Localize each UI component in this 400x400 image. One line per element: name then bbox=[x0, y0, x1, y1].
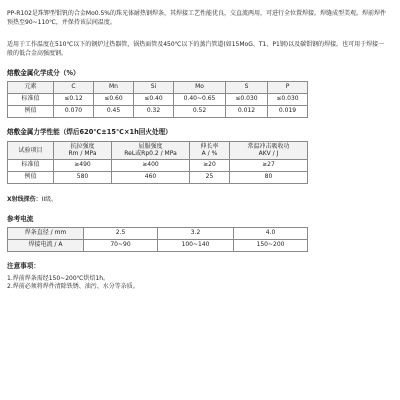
composition-table bbox=[7, 81, 308, 118]
table-cell: 0.019 bbox=[268, 106, 308, 118]
table-cell: 试验项目 bbox=[8, 141, 54, 159]
table-cell bbox=[112, 141, 190, 159]
table-row bbox=[8, 240, 308, 252]
elongation-unit: A / % bbox=[201, 150, 218, 158]
table-cell: ≥490 bbox=[54, 159, 112, 171]
table-cell: 例值 bbox=[8, 171, 54, 183]
document-page bbox=[7, 10, 393, 292]
table-cell: Mn bbox=[94, 82, 134, 94]
table-cell: ≥27 bbox=[230, 159, 308, 171]
xray-line bbox=[7, 196, 393, 205]
table-row bbox=[8, 159, 308, 171]
table-cell: 焊条直径 / mm bbox=[8, 228, 84, 240]
table-cell: 0.070 bbox=[54, 106, 94, 118]
table-row bbox=[8, 171, 308, 183]
table-row bbox=[8, 141, 308, 159]
yield-label: 屈服强度 bbox=[138, 142, 163, 150]
current-title: 参考电流 bbox=[7, 214, 34, 223]
notes-title: 注意事项： bbox=[7, 262, 40, 271]
table-cell bbox=[230, 141, 308, 159]
table-cell: 3.2 bbox=[158, 228, 234, 240]
current-table bbox=[7, 227, 308, 252]
table-cell: ≤0.60 bbox=[94, 94, 134, 106]
table-cell: ≤0.40 bbox=[134, 94, 174, 106]
table-cell: Mo bbox=[174, 82, 226, 94]
table-cell: 0.40~0.65 bbox=[174, 94, 226, 106]
table-cell: 标准值 bbox=[8, 94, 54, 106]
table-cell: ≥20 bbox=[190, 159, 230, 171]
table-cell: 460 bbox=[112, 171, 190, 183]
table-cell: 焊接电流 / A bbox=[8, 240, 84, 252]
intro-paragraph: PP-R102是珠钾型钼钒的合金Mo0.5%的珠光体耐热钢焊条，其焊接工艺性能优良，交直流两用，可进行全位置焊接。焊缝成型美观。焊前焊件预热至90~110℃，并保持该层间温度。 bbox=[7, 10, 386, 26]
yield-unit: ReL或Rp0.2 / MPa bbox=[124, 150, 177, 158]
table-cell: 元素 bbox=[8, 82, 54, 94]
xray-label: X射线探伤： bbox=[7, 195, 42, 203]
mechanical-table bbox=[7, 141, 308, 184]
table-cell: 例值 bbox=[8, 106, 54, 118]
table-cell: 70~90 bbox=[84, 240, 158, 252]
table-row bbox=[8, 228, 308, 240]
impact-unit: AKV / J bbox=[258, 150, 279, 158]
table-cell: S bbox=[226, 82, 268, 94]
notes-list bbox=[7, 275, 393, 292]
table-row bbox=[8, 106, 308, 118]
table-cell: 2.5 bbox=[84, 228, 158, 240]
table-row bbox=[8, 82, 308, 94]
mechanical-title: 熔敷金属力学性能（焊后620℃±15℃×1h回火处理） bbox=[7, 128, 172, 137]
table-cell: ≥400 bbox=[112, 159, 190, 171]
table-cell: 80 bbox=[230, 171, 308, 183]
list-item: 2.焊前必须将焊件清除铁锈、油污、水分等杂质。 bbox=[7, 283, 139, 291]
table-cell: 100~140 bbox=[158, 240, 234, 252]
elongation-label: 伸长率 bbox=[200, 142, 219, 150]
table-cell bbox=[190, 141, 230, 159]
table-cell: 0.52 bbox=[174, 106, 226, 118]
table-cell: 25 bbox=[190, 171, 230, 183]
table-cell: P bbox=[268, 82, 308, 94]
table-cell: 0.012 bbox=[226, 106, 268, 118]
table-cell: 150~200 bbox=[234, 240, 308, 252]
table-cell: ≤0.030 bbox=[268, 94, 308, 106]
table-cell: 标准值 bbox=[8, 159, 54, 171]
tensile-label: 抗拉强度 bbox=[70, 142, 95, 150]
table-cell: 4.0 bbox=[234, 228, 308, 240]
impact-label: 常温冲击吸收功 bbox=[247, 142, 290, 150]
table-cell: 0.32 bbox=[134, 106, 174, 118]
table-cell bbox=[54, 141, 112, 159]
table-cell: C bbox=[54, 82, 94, 94]
list-item: 1.焊前焊条需经150~200℃烘焙1h。 bbox=[7, 274, 110, 282]
table-cell: Si bbox=[134, 82, 174, 94]
composition-title: 熔敷金属化学成分（%） bbox=[7, 68, 80, 77]
table-cell: ≤0.030 bbox=[226, 94, 268, 106]
table-row bbox=[8, 94, 308, 106]
table-cell: 0.45 bbox=[94, 106, 134, 118]
application-paragraph: 适用于工作温度在510℃以下的钢炉过热器管，锅热面管及450℃以下的蒸汽管道(如15MoG、T1、P1钢)以及碳钼钢的焊接。也可用于焊接一般的低合金高强度钢。 bbox=[7, 41, 385, 58]
table-cell: ≤0.12 bbox=[54, 94, 94, 106]
xray-value: II级。 bbox=[41, 195, 58, 203]
tensile-unit: Rm / MPa bbox=[68, 150, 97, 158]
table-cell: 580 bbox=[54, 171, 112, 183]
